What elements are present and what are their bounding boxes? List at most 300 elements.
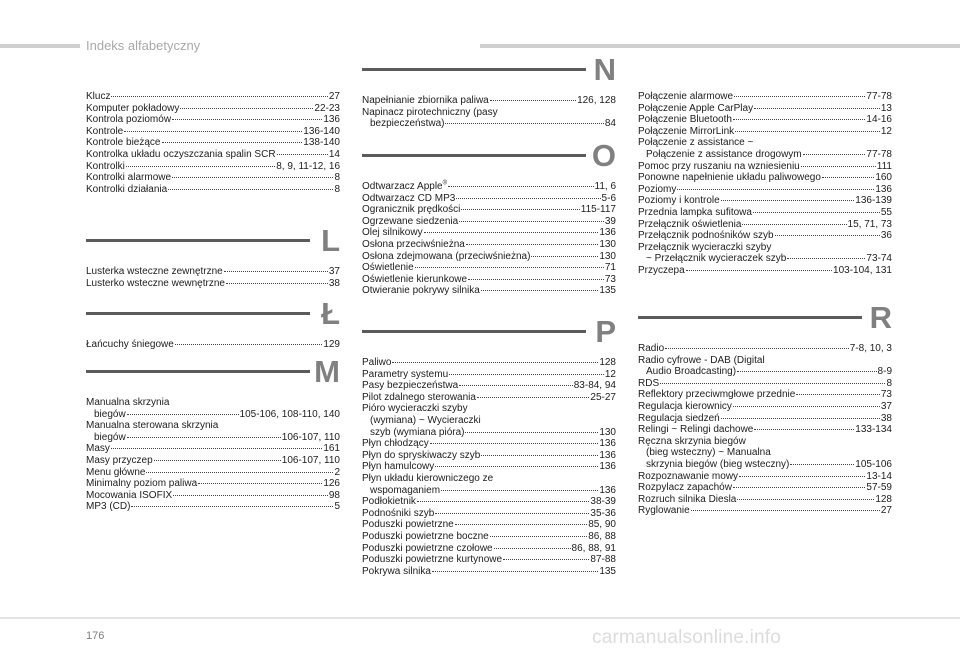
section-R [638,302,892,517]
section-header-N [362,54,616,88]
section-rule [362,68,586,71]
entry-term: Oświetlenie kierunkowe [362,273,468,285]
dot-leader [477,397,589,398]
index-entry [638,494,892,506]
entry-term: Kontrolki działania [86,183,168,195]
dot-leader [737,371,876,372]
section-letter-R: R [869,300,892,335]
dot-leader [803,154,866,155]
index-entry [362,251,616,263]
entries-M [86,397,340,513]
entry-term: Płyn układu kierowniczego ze [362,472,494,484]
entry-term: Manualna skrzynia [86,397,170,408]
dot-leader [432,571,598,572]
dot-leader [175,344,322,345]
section-letter-L: L [321,223,340,258]
entry-page-ref: 8 [334,183,340,195]
index-entry [86,172,340,184]
section-M [86,356,340,513]
entry-page-ref: 161 [323,443,340,455]
index-entry [638,389,892,401]
entry-page-ref: 8-9 [877,366,892,378]
dot-leader [127,437,281,438]
index-entry [362,181,616,193]
dot-leader [172,177,333,178]
dot-leader [224,271,328,272]
dot-leader [721,418,880,419]
index-entry [362,239,616,251]
entry-page-ref: 136 [599,461,616,473]
dot-leader [180,108,313,109]
entry-term: Kontrola poziomów [86,114,172,126]
dot-leader [503,559,589,560]
entry-term: Odtwarzacz Apple® [362,180,448,192]
entry-page-ref: 14-16 [866,114,892,126]
header-rule-left [0,44,80,48]
entry-term: Połączenie z assistance drogowym [646,148,802,160]
entry-term: Przyczepa [638,264,685,276]
entry-term: skrzynia biegów (bieg wsteczny) [646,458,790,470]
entries-L [86,266,340,289]
entry-term: Kontrolka układu oczyszczania spalin SCR [86,148,276,160]
entry-term: RDS [638,377,660,389]
entry-term: Ryglowanie [638,505,690,517]
entry-term: Oświetlenie [362,262,414,274]
entry-term: Ponowne napełnienie układu paliwowego [638,172,821,184]
entry-page-ref: 39 [604,215,616,227]
entry-page-ref: 11, 6 [594,181,616,192]
entry-term: Relingi ~ Relingi dachowe [638,424,754,436]
index-entry [86,137,340,149]
dot-leader [168,189,333,190]
entry-term: Podnośniki szyb [362,507,435,519]
dot-leader [124,131,302,132]
entry-term: biegów [94,431,126,443]
entry-term: Otwieranie pokrywy silnika [362,285,480,297]
index-entry [362,216,616,228]
dot-leader [466,244,598,245]
section-header-O [362,140,616,174]
index-entry [362,107,616,119]
entry-term: Poduszki powietrzne [362,519,454,531]
dot-leader [459,385,573,386]
page-header-title: Indeks alfabetyczny [86,38,201,53]
entry-page-ref: 136 [599,227,616,239]
entry-term: (wymiana) ~ Wycieraczki [370,414,481,426]
dot-leader [660,383,885,384]
dot-leader [435,466,598,467]
entry-page-ref: 111 [876,160,892,172]
entry-page-ref: 136 [875,183,892,195]
entry-page-ref: 8, 9, 11-12, 16 [276,160,340,172]
entry-term: Manualna sterowana skrzynia [86,420,219,432]
entry-page-ref: 77-78 [866,148,892,160]
entry-page-ref: 86, 88, 91 [571,542,616,554]
section-letter-LL: Ł [321,296,340,331]
entry-page-ref: 13-14 [866,470,892,482]
header-rule-right [480,44,960,48]
entry-page-ref: 86, 88 [588,530,616,542]
index-entry [362,357,616,369]
index-entry [362,118,616,130]
dot-leader [435,513,589,514]
index-entry [86,490,340,502]
dot-leader [415,267,604,268]
entries-P1 [362,357,616,577]
index-entry [362,543,616,555]
index-entry [638,482,892,494]
entry-page-ref: 2 [334,466,340,478]
entry-term: Napełnianie zbiornika paliwa [362,95,489,106]
index-entry [362,566,616,578]
entry-term: Radio cyfrowe - DAB (Digital [638,354,765,366]
index-entry [86,339,340,351]
entry-page-ref: 27 [880,505,892,517]
index-entry [638,103,892,115]
section-rule [86,239,310,242]
section-letter-N: N [593,52,616,87]
entry-term: Płyn chłodzący [362,438,429,450]
entry-term: Masy przyczep [86,454,153,466]
dot-leader [686,270,832,271]
section-P-continued [638,91,892,277]
index-entry [362,496,616,508]
index-entry [638,413,892,425]
entries-K [86,91,340,195]
entry-term: Reflektory przeciwmgłowe przednie [638,389,796,401]
entry-term: Kontrole bieżące [86,137,161,149]
entry-term: Przełącznik oświetlenia [638,218,742,230]
entry-term: Poziomy i kontrole [638,195,720,207]
entry-term: Osłona przeciwśnieżna [362,238,465,250]
entry-page-ref: 15, 71, 73 [847,218,892,230]
entry-term: Paliwo [362,357,392,368]
dot-leader [490,100,576,101]
entry-term: Przełącznik wycieraczki szyby [638,241,772,253]
dot-leader [787,258,865,259]
index-entry [86,161,340,173]
section-header-R [638,302,892,336]
dot-leader [822,177,874,178]
dot-leader [742,224,846,225]
entry-page-ref: 135 [599,285,616,297]
index-entry [362,554,616,566]
dot-leader [459,221,604,222]
entry-term: Rozpoznawanie mowy [638,470,739,482]
entry-page-ref: 84 [604,118,616,130]
index-entry [638,137,892,149]
index-entry [638,126,892,138]
entry-page-ref: 36 [880,230,892,242]
index-entry [362,193,616,205]
entry-page-ref: 5-6 [601,192,616,204]
entry-page-ref: 38 [880,412,892,424]
dot-leader [733,119,865,120]
entry-page-ref: 14 [328,148,340,160]
entry-term: szyb (wymiana pióra) [370,426,465,438]
entry-term: ~ Przełącznik wycieraczek szyb [646,253,787,265]
entry-term: Lusterka wsteczne zewnętrzne [86,266,223,277]
entry-term: Ręczna skrzynia biegów [638,435,746,447]
index-entry [638,505,892,517]
entry-page-ref: 105-106 [855,458,892,470]
dot-leader [277,154,328,155]
entry-term: Pokrywa silnika [362,565,431,577]
entries-LL [86,339,340,351]
index-entry [86,501,340,513]
dot-leader [801,166,876,167]
entry-term: Ogrzewane siedzenia [362,215,459,227]
section-rule [86,370,310,373]
index-entry [362,392,616,404]
entry-page-ref: 73 [880,389,892,401]
dot-leader [445,123,603,124]
section-header-P [362,316,616,350]
index-entry [362,369,616,381]
entry-page-ref: 85, 90 [588,519,616,531]
index-entry [638,207,892,219]
index-entry [86,397,340,409]
entry-term: Połączenie alarmowe [638,91,734,102]
index-entry [86,432,340,444]
entry-term: Połączenie Bluetooth [638,114,732,126]
section-header-LL [86,298,340,332]
section-N [362,54,616,130]
entry-page-ref: 7-8, 10, 3 [849,343,892,354]
entry-term: Menu główne [86,466,146,478]
entry-page-ref: 136-139 [855,195,892,207]
entry-term: Rozruch silnika Diesla [638,493,737,505]
entry-page-ref: 22-23 [314,102,340,114]
index-entry [362,485,616,497]
section-rule [362,154,586,157]
entry-term: Regulacja siedzeń [638,412,720,424]
section-header-L [86,225,340,259]
index-entry [638,172,892,184]
entry-term: Napinacz pirotechniczny (pasy [362,106,498,118]
entry-page-ref: 136-140 [303,125,340,137]
dot-leader [417,501,590,502]
entry-page-ref: 57-59 [866,482,892,494]
entry-term: Kontrole [86,125,124,137]
section-rule [86,312,310,315]
entry-page-ref: 115-117 [580,204,616,216]
index-entry [86,478,340,490]
entries-R [638,343,892,517]
index-entry [638,459,892,471]
index-entry [86,467,340,479]
entry-term: Poduszki powietrzne boczne [362,530,489,542]
index-entry [86,266,340,278]
dot-leader [733,406,880,407]
entry-page-ref: 87-88 [590,554,616,566]
entry-term: (bieg wsteczny) ~ Manualna [646,447,771,459]
index-entry [362,95,616,107]
dot-leader [754,108,880,109]
entry-page-ref: 133-134 [855,424,892,436]
entry-term: Masy [86,443,110,455]
entry-term: bezpieczeństwa) [370,118,445,130]
entry-page-ref: 73-74 [866,253,892,265]
entry-term: wspomaganiem [370,484,441,496]
entry-page-ref: 12 [880,125,892,137]
entry-term: Komputer pokładowy [86,102,180,114]
dot-leader [790,464,854,465]
dot-leader [494,548,571,549]
entry-term: Odtwarzacz CD MP3 [362,192,456,204]
entry-term: Pomoc przy ruszaniu na wzniesieniu [638,160,800,172]
section-rule [362,330,586,333]
index-entry [86,126,340,138]
entry-page-ref: 130 [599,426,616,438]
entry-term: biegów [94,408,126,420]
entry-page-ref: 38 [328,277,340,289]
entries-O [362,181,616,297]
dot-leader [721,200,855,201]
dot-leader [146,472,333,473]
index-entry [362,427,616,439]
entry-term: Lusterko wsteczne wewnętrzne [86,277,225,289]
footer-rule [0,617,960,619]
section-P [362,316,616,577]
index-entry [638,424,892,436]
index-entry [86,443,340,455]
dot-leader [691,510,880,511]
dot-leader [154,460,281,461]
index-entry [638,355,892,367]
section-header-M [86,356,340,390]
entry-page-ref: 71 [604,262,616,274]
dot-leader [392,362,598,363]
section-letter-O: O [591,138,616,173]
index-entry [638,195,892,207]
index-entry [638,253,892,265]
entry-page-ref: 135 [599,565,616,577]
entry-page-ref: 106-107, 110 [281,454,340,466]
entry-term: Audio Broadcasting) [646,366,737,378]
entry-page-ref: 106-107, 110 [281,431,340,443]
entries-P2 [638,91,892,277]
section-L [86,225,340,289]
index-entry [638,471,892,483]
index-entry [638,436,892,448]
entry-page-ref: 98 [328,489,340,501]
entry-term: Minimalny poziom paliwa [86,478,198,490]
index-entry [362,450,616,462]
entry-term: Parametry systemu [362,368,449,380]
index-entry [362,473,616,485]
dot-leader [162,142,303,143]
entry-term: Kontrolki [86,160,125,172]
entry-page-ref: 129 [323,339,340,350]
dot-leader [677,189,874,190]
dot-leader [111,448,322,449]
entry-page-ref: 83-84, 94 [573,380,616,392]
section-letter-P: P [595,314,616,349]
dot-leader [455,524,587,525]
dot-leader [796,394,880,395]
index-entry [638,366,892,378]
dot-leader [424,232,599,233]
entry-term: Połączenie z assistance ~ [638,137,754,149]
dot-leader [734,96,865,97]
entry-term: Łańcuchy śniegowe [86,339,174,350]
index-entry [638,378,892,390]
dot-leader [173,495,328,496]
section-rule [638,316,862,319]
entry-page-ref: 130 [599,250,616,262]
index-entry [362,262,616,274]
dot-leader [131,506,333,507]
index-entry [638,91,892,103]
entry-term: Pilot zdalnego sterowania [362,391,476,403]
entry-page-ref: 105-106, 108-110, 140 [239,408,340,420]
index-entry [86,409,340,421]
dot-leader [753,212,880,213]
entry-page-ref: 13 [880,102,892,114]
index-entry [638,343,892,355]
dot-leader [735,131,880,132]
index-entry [638,401,892,413]
entry-term: Połączenie MirrorLink [638,125,735,137]
dot-leader [754,429,854,430]
dot-leader [126,166,275,167]
index-entry [362,403,616,415]
section-LL [86,298,340,351]
watermark: carmanualsonline.info [592,627,782,648]
entry-page-ref: 8 [334,172,340,184]
index-entry [638,230,892,242]
dot-leader [441,490,598,491]
page-number: 176 [86,630,105,642]
entry-page-ref: 5 [334,501,340,513]
entry-page-ref: 136 [323,114,340,126]
entry-term: Płyn hamulcowy [362,461,435,473]
entry-term: Podłokietnik [362,496,416,508]
dot-leader [481,455,598,456]
index-entry [86,114,340,126]
entry-page-ref: 126 [323,478,340,490]
entry-page-ref: 35-36 [590,507,616,519]
entry-term: Poduszki powietrzne czołowe [362,542,493,554]
entries-N [362,95,616,130]
index-entry [638,242,892,254]
entry-page-ref: 37 [880,400,892,412]
entry-page-ref: 126, 128 [577,95,616,106]
index-entry [362,519,616,531]
dot-leader [226,283,328,284]
entry-term: Ogranicznik prędkości [362,204,461,216]
entry-page-ref: 103-104, 131 [833,264,892,276]
entry-page-ref: 136 [599,449,616,461]
dot-leader [465,432,598,433]
index-entry [86,103,340,115]
entry-term: Połączenie Apple CarPlay [638,102,754,114]
index-entry [362,508,616,520]
entry-term: Rozpylacz zapachów [638,482,732,494]
index-entry [362,274,616,286]
entry-term: MP3 (CD) [86,501,131,513]
dot-leader [775,235,880,236]
dot-leader [198,483,322,484]
index-entry [638,149,892,161]
entry-page-ref: 27 [328,91,340,102]
entry-page-ref: 130 [599,238,616,250]
index-entry [362,380,616,392]
entry-page-ref: 25-27 [590,391,616,403]
entry-term: Klucz [86,91,111,102]
entry-term: Pióro wycieraczki szyby [362,403,468,415]
